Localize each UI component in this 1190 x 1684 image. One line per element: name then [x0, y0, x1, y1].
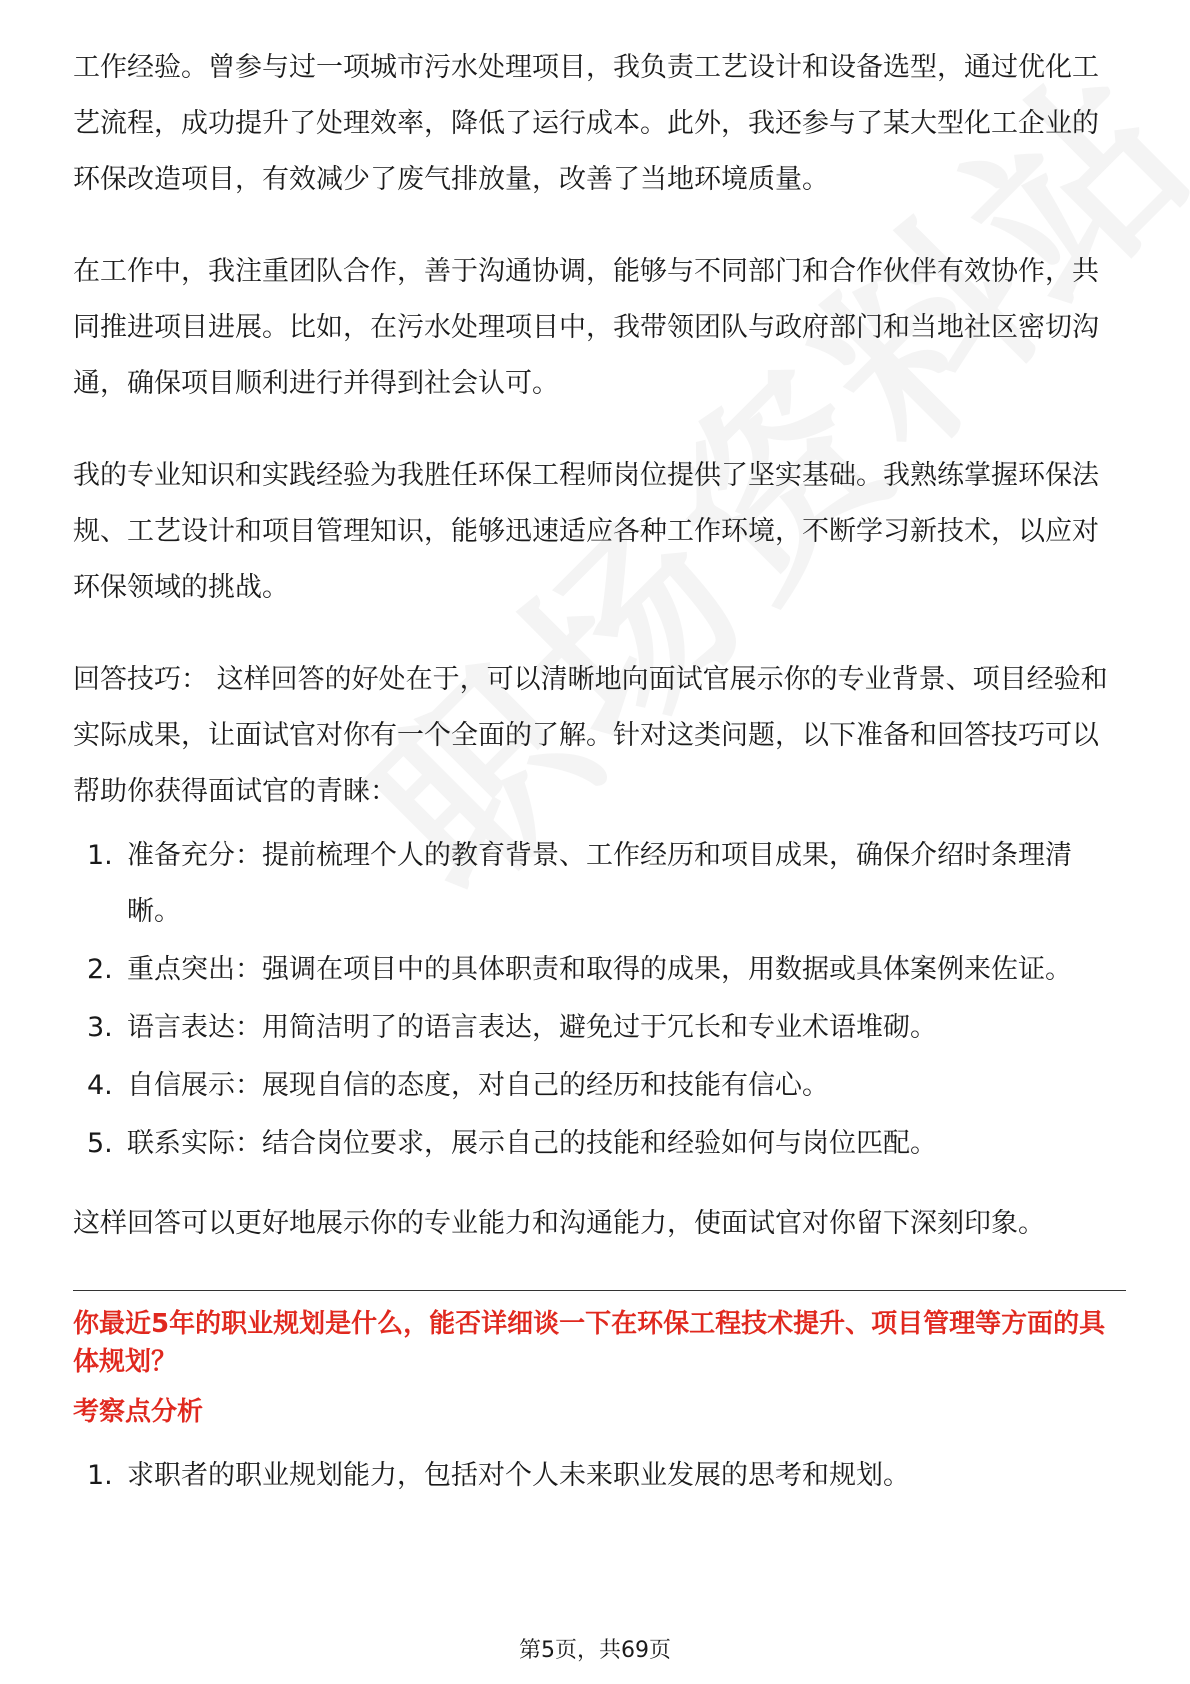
page-number-footer: 第5页，共69页 — [519, 1638, 671, 1663]
list-item: 1. 求职者的职业规划能力，包括对个人未来职业发展的思考和规划。 — [87, 1460, 910, 1491]
list-item: 5. 联系实际：结合岗位要求，展示自己的技能和经验如何与岗位匹配。 — [87, 1128, 937, 1159]
list-item: 3. 语言表达：用简洁明了的语言表达，避免过于冗长和专业术语堆砌。 — [87, 1012, 937, 1043]
paragraph-answer-tips: 回答技巧： 这样回答的好处在于，可以清晰地向面试官展示你的专业背景、项目经验和实际成果，让面试官对你有一个全面的了解。针对这类问题，以下准备和回答技巧可以帮助你获得面试官的青睐： — [73, 664, 1108, 807]
tips-list — [73, 828, 1123, 1172]
analysis-list — [73, 1451, 1123, 1501]
paragraph-expertise: 我的专业知识和实践经验为我胜任环保工程师岗位提供了坚实基础。我熟练掌握环保法规、工艺设计和项目管理知识，能够迅速适应各种工作环境，不断学习新技术，以应对环保领域的挑战。 — [73, 460, 1099, 603]
list-item: 2. 重点突出：强调在项目中的具体职责和取得的成果，用数据或具体案例来佐证。 — [87, 954, 1072, 985]
paragraph-teamwork: 在工作中，我注重团队合作，善于沟通协调，能够与不同部门和合作伙伴有效协作，共同推进项目进展。比如，在污水处理项目中，我带领团队与政府部门和当地社区密切沟通，确保项目顺利进行并得到社会认可。 — [73, 256, 1099, 399]
page-content — [73, 40, 1123, 1501]
list-item: 4. 自信展示：展现自信的态度，对自己的经历和技能有信心。 — [87, 1070, 829, 1101]
interview-question: 你最近5年的职业规划是什么，能否详细谈一下在环保工程技术提升、项目管理等方面的具体规划？ — [73, 1309, 1106, 1377]
analysis-heading: 考察点分析 — [73, 1397, 204, 1427]
closing-paragraph: 这样回答可以更好地展示你的专业能力和沟通能力，使面试官对你留下深刻印象。 — [73, 1208, 1045, 1239]
section-divider — [73, 1290, 1126, 1291]
paragraph-work-experience: 工作经验。曾参与过一项城市污水处理项目，我负责工艺设计和设备选型，通过优化工艺流程，成功提升了处理效率，降低了运行成本。此外，我还参与了某大型化工企业的环保改造项目，有效减少了废气排放量，改善了当地环境质量。 — [73, 52, 1099, 195]
list-item: 1. 准备充分：提前梳理个人的教育背景、工作经历和项目成果，确保介绍时条理清晰。 — [87, 840, 1072, 927]
